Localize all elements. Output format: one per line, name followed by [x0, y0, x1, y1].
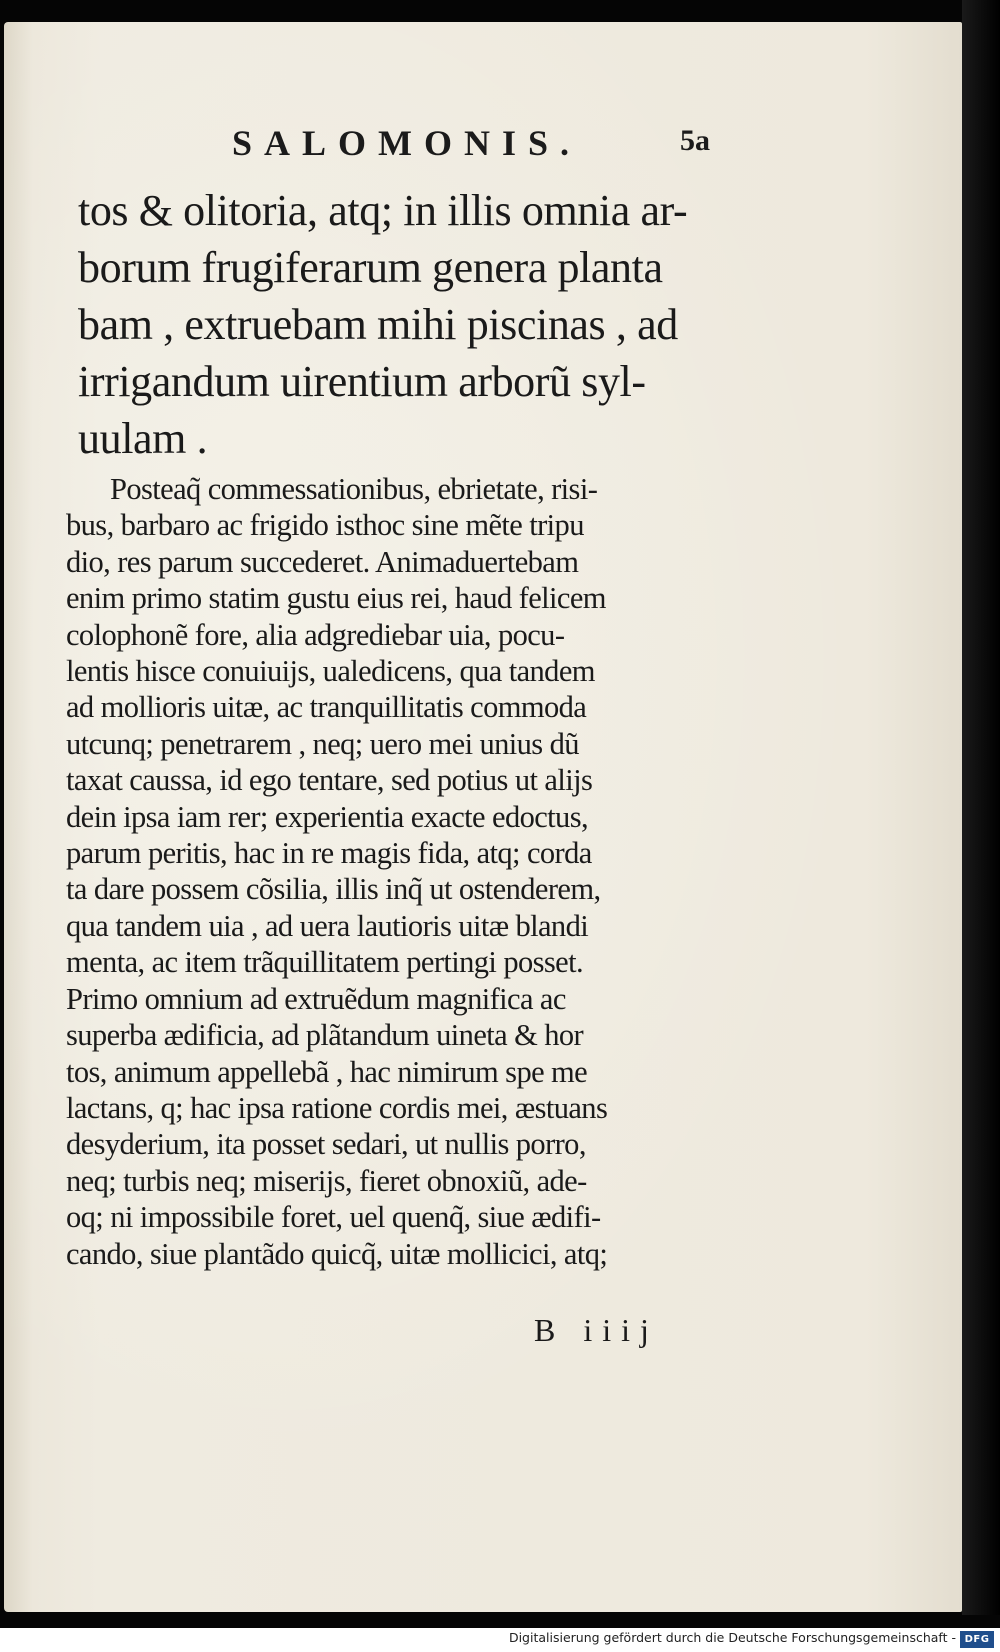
text-line: colophonẽ fore, alia adgrediebar uia, pocu- [66, 617, 565, 652]
text-line: lactans, q; hac ipsa ratione cordis mei, æstuans [66, 1090, 608, 1125]
text-line: dio, res parum succederet. Animaduertebam [66, 544, 579, 579]
text-line: enim primo statim gustu eius rei, haud felicem [66, 581, 606, 616]
text-line: cando, siue plantãdo quicq̃, uitæ mollicici, atq; [66, 1236, 608, 1271]
signature-mark: B iiij [534, 1312, 659, 1348]
folio-number: 5a [680, 124, 710, 157]
dfg-logo: DFG [960, 1631, 994, 1648]
text-line: irrigandum uirentium arborũ syl- [78, 357, 646, 406]
text-line: tos, animum appellebã , hac nimirum spe me [66, 1054, 588, 1089]
text-line: qua tandem uia , ad uera lautioris uitæ blandi [66, 908, 589, 943]
text-line: taxat caussa, id ego tentare, sed potius ut alijs [66, 763, 593, 798]
text-line: bus, barbaro ac frigido isthoc sine mẽte tripu [66, 508, 584, 543]
text-line: lentis hisce conuiuijs, ualedicens, qua tandem [66, 654, 595, 689]
text-line: Primo omnium ad extruẽdum magnifica ac [66, 981, 566, 1016]
text-line: borum frugiferarum genera planta [78, 243, 663, 292]
text-line: parum peritis, hac in re magis fida, atq; corda [66, 836, 592, 871]
text-line: desyderium, ita posset sedari, ut nullis porro, [66, 1127, 586, 1162]
large-type-passage [78, 182, 766, 467]
text-line: ad mollioris uitæ, ac tranquillitatis commoda [66, 690, 587, 725]
commentary-passage [66, 471, 766, 1272]
text-line: ta dare possem cõsilia, illis inq̃ ut ostenderem, [66, 872, 601, 907]
funding-credit: Digitalisierung gefördert durch die Deutsche Forschungsgemeinschaft - [508, 1630, 956, 1645]
text-line: bam , extruebam mihi piscinas , ad [78, 300, 678, 349]
text-line: superba ædificia, ad plãtandum uineta & hor [66, 1018, 584, 1053]
text-line: neq; turbis neq; miserijs, fieret obnoxiũ, ade- [66, 1163, 587, 1198]
text-line: tos & olitoria, atq; in illis omnia ar- [78, 186, 688, 235]
text-line: oq; ni impossibile foret, uel quenq̃, siue ædifi- [66, 1200, 601, 1235]
text-line: dein ipsa iam rer; experientia exacte edoctus, [66, 799, 588, 834]
text-line: Posteaq̃ commessationibus, ebrietate, risi- [110, 472, 598, 506]
running-head: SALOMONIS. [232, 123, 582, 163]
book-page [4, 22, 962, 1612]
text-line: menta, ac item trãquillitatem pertingi posset. [66, 945, 584, 980]
scan-shadow [962, 0, 1000, 1615]
text-line: utcunq; penetrarem , neq; uero mei unius dũ [66, 726, 579, 761]
text-line: uulam . [78, 414, 208, 463]
digitization-footer [0, 1628, 1000, 1652]
text-block [66, 182, 766, 1272]
